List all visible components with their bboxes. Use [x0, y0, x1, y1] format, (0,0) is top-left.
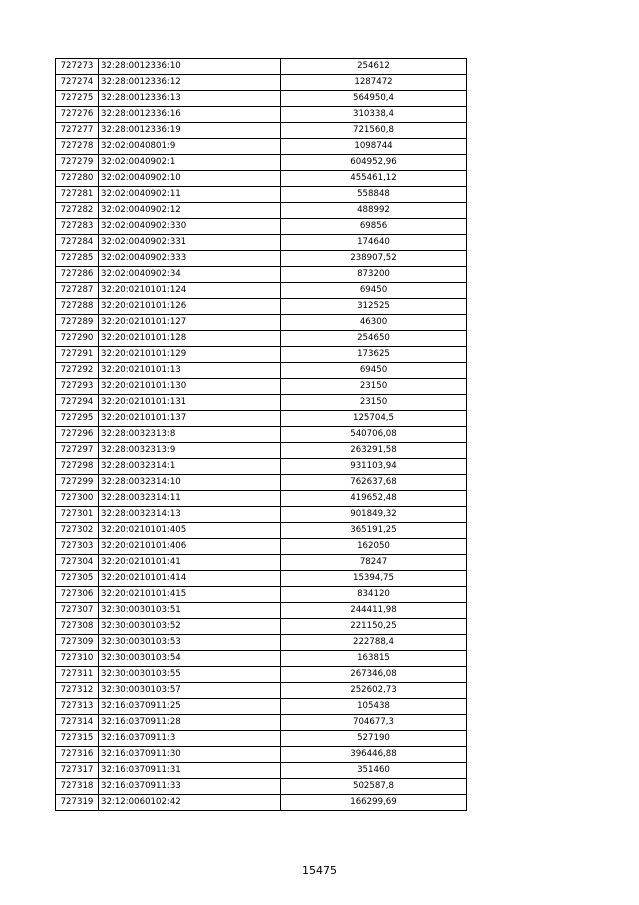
cadastral-number-cell: 32:12:0060102:42 — [99, 795, 281, 811]
cadastral-number-cell: 32:02:0040902:331 — [99, 235, 281, 251]
row-id-cell: 727317 — [56, 763, 99, 779]
row-id-cell: 727300 — [56, 491, 99, 507]
cadastral-number-cell: 32:02:0040801:9 — [99, 139, 281, 155]
value-cell: 604952,96 — [281, 155, 467, 171]
value-cell: 527190 — [281, 731, 467, 747]
row-id-cell: 727307 — [56, 603, 99, 619]
table-row — [56, 747, 467, 763]
row-id-cell: 727282 — [56, 203, 99, 219]
table-row — [56, 331, 467, 347]
value-cell: 901849,32 — [281, 507, 467, 523]
value-cell: 365191,25 — [281, 523, 467, 539]
cadastral-number-cell: 32:20:0210101:131 — [99, 395, 281, 411]
value-cell: 488992 — [281, 203, 467, 219]
table-row — [56, 411, 467, 427]
table-row — [56, 107, 467, 123]
row-id-cell: 727308 — [56, 619, 99, 635]
row-id-cell: 727311 — [56, 667, 99, 683]
table-row — [56, 539, 467, 555]
value-cell: 558848 — [281, 187, 467, 203]
table-row — [56, 779, 467, 795]
table-row — [56, 459, 467, 475]
cadastral-number-cell: 32:28:0032313:8 — [99, 427, 281, 443]
cadastral-number-cell: 32:02:0040902:333 — [99, 251, 281, 267]
table-row — [56, 187, 467, 203]
table-row — [56, 667, 467, 683]
value-cell: 351460 — [281, 763, 467, 779]
table-row — [56, 139, 467, 155]
table-row — [56, 347, 467, 363]
table-row — [56, 715, 467, 731]
value-cell: 873200 — [281, 267, 467, 283]
value-cell: 254612 — [281, 59, 467, 75]
value-cell: 1287472 — [281, 75, 467, 91]
value-cell: 46300 — [281, 315, 467, 331]
value-cell: 244411,98 — [281, 603, 467, 619]
row-id-cell: 727314 — [56, 715, 99, 731]
value-cell: 931103,94 — [281, 459, 467, 475]
cadastral-number-cell: 32:20:0210101:415 — [99, 587, 281, 603]
cadastral-number-cell: 32:28:0012336:19 — [99, 123, 281, 139]
table-row — [56, 267, 467, 283]
cadastral-number-cell: 32:20:0210101:128 — [99, 331, 281, 347]
cadastral-number-cell: 32:20:0210101:127 — [99, 315, 281, 331]
cadastral-number-cell: 32:28:0032314:1 — [99, 459, 281, 475]
cadastral-number-cell: 32:20:0210101:406 — [99, 539, 281, 555]
value-cell: 221150,25 — [281, 619, 467, 635]
table-row — [56, 523, 467, 539]
value-cell: 105438 — [281, 699, 467, 715]
table-row — [56, 571, 467, 587]
row-id-cell: 727294 — [56, 395, 99, 411]
row-id-cell: 727313 — [56, 699, 99, 715]
row-id-cell: 727302 — [56, 523, 99, 539]
row-id-cell: 727296 — [56, 427, 99, 443]
value-cell: 69450 — [281, 283, 467, 299]
row-id-cell: 727278 — [56, 139, 99, 155]
table-row — [56, 443, 467, 459]
table-row — [56, 603, 467, 619]
row-id-cell: 727318 — [56, 779, 99, 795]
table-row — [56, 763, 467, 779]
cadastral-number-cell: 32:28:0032314:13 — [99, 507, 281, 523]
row-id-cell: 727316 — [56, 747, 99, 763]
table-row — [56, 123, 467, 139]
row-id-cell: 727289 — [56, 315, 99, 331]
cadastral-number-cell: 32:28:0032314:11 — [99, 491, 281, 507]
cadastral-number-cell: 32:16:0370911:25 — [99, 699, 281, 715]
row-id-cell: 727304 — [56, 555, 99, 571]
value-cell: 174640 — [281, 235, 467, 251]
table-row — [56, 75, 467, 91]
value-cell: 540706,08 — [281, 427, 467, 443]
row-id-cell: 727286 — [56, 267, 99, 283]
table-row — [56, 651, 467, 667]
value-cell: 310338,4 — [281, 107, 467, 123]
value-cell: 222788,4 — [281, 635, 467, 651]
cadastral-number-cell: 32:02:0040902:1 — [99, 155, 281, 171]
value-cell: 1098744 — [281, 139, 467, 155]
table-row — [56, 795, 467, 811]
cadastral-number-cell: 32:28:0012336:10 — [99, 59, 281, 75]
cadastral-number-cell: 32:02:0040902:330 — [99, 219, 281, 235]
value-cell: 267346,08 — [281, 667, 467, 683]
value-cell: 163815 — [281, 651, 467, 667]
value-cell: 704677,3 — [281, 715, 467, 731]
row-id-cell: 727288 — [56, 299, 99, 315]
table-row — [56, 587, 467, 603]
row-id-cell: 727299 — [56, 475, 99, 491]
data-table — [55, 58, 467, 811]
table-row — [56, 155, 467, 171]
cadastral-number-cell: 32:20:0210101:124 — [99, 283, 281, 299]
cadastral-number-cell: 32:20:0210101:13 — [99, 363, 281, 379]
value-cell: 173625 — [281, 347, 467, 363]
table-row — [56, 251, 467, 267]
row-id-cell: 727274 — [56, 75, 99, 91]
row-id-cell: 727281 — [56, 187, 99, 203]
row-id-cell: 727285 — [56, 251, 99, 267]
row-id-cell: 727306 — [56, 587, 99, 603]
cadastral-number-cell: 32:20:0210101:405 — [99, 523, 281, 539]
cadastral-number-cell: 32:30:0030103:54 — [99, 651, 281, 667]
cadastral-number-cell: 32:20:0210101:130 — [99, 379, 281, 395]
row-id-cell: 727303 — [56, 539, 99, 555]
value-cell: 396446,88 — [281, 747, 467, 763]
table-row — [56, 731, 467, 747]
table-row — [56, 379, 467, 395]
table-row — [56, 219, 467, 235]
row-id-cell: 727280 — [56, 171, 99, 187]
cadastral-number-cell: 32:28:0012336:16 — [99, 107, 281, 123]
row-id-cell: 727292 — [56, 363, 99, 379]
row-id-cell: 727279 — [56, 155, 99, 171]
value-cell: 419652,48 — [281, 491, 467, 507]
table-row — [56, 283, 467, 299]
table-row — [56, 491, 467, 507]
table-row — [56, 475, 467, 491]
value-cell: 125704,5 — [281, 411, 467, 427]
value-cell: 78247 — [281, 555, 467, 571]
table-row — [56, 299, 467, 315]
row-id-cell: 727273 — [56, 59, 99, 75]
cadastral-number-cell: 32:28:0032314:10 — [99, 475, 281, 491]
row-id-cell: 727315 — [56, 731, 99, 747]
value-cell: 238907,52 — [281, 251, 467, 267]
cadastral-number-cell: 32:30:0030103:53 — [99, 635, 281, 651]
cadastral-number-cell: 32:16:0370911:31 — [99, 763, 281, 779]
cadastral-number-cell: 32:16:0370911:28 — [99, 715, 281, 731]
value-cell: 69450 — [281, 363, 467, 379]
row-id-cell: 727312 — [56, 683, 99, 699]
row-id-cell: 727295 — [56, 411, 99, 427]
row-id-cell: 727293 — [56, 379, 99, 395]
cadastral-number-cell: 32:30:0030103:57 — [99, 683, 281, 699]
cadastral-number-cell: 32:02:0040902:11 — [99, 187, 281, 203]
value-cell: 162050 — [281, 539, 467, 555]
table-row — [56, 363, 467, 379]
table-row — [56, 171, 467, 187]
cadastral-number-cell: 32:30:0030103:51 — [99, 603, 281, 619]
page-number: 15475 — [302, 864, 337, 877]
cadastral-number-cell: 32:02:0040902:12 — [99, 203, 281, 219]
cadastral-number-cell: 32:20:0210101:137 — [99, 411, 281, 427]
cadastral-number-cell: 32:20:0210101:41 — [99, 555, 281, 571]
table-row — [56, 555, 467, 571]
cadastral-number-cell: 32:30:0030103:52 — [99, 619, 281, 635]
cadastral-number-cell: 32:20:0210101:126 — [99, 299, 281, 315]
table-row — [56, 203, 467, 219]
row-id-cell: 727297 — [56, 443, 99, 459]
row-id-cell: 727290 — [56, 331, 99, 347]
value-cell: 834120 — [281, 587, 467, 603]
table-row — [56, 683, 467, 699]
row-id-cell: 727284 — [56, 235, 99, 251]
row-id-cell: 727310 — [56, 651, 99, 667]
value-cell: 263291,58 — [281, 443, 467, 459]
value-cell: 312525 — [281, 299, 467, 315]
cadastral-number-cell: 32:02:0040902:10 — [99, 171, 281, 187]
cadastral-number-cell: 32:16:0370911:33 — [99, 779, 281, 795]
cadastral-number-cell: 32:16:0370911:3 — [99, 731, 281, 747]
cadastral-number-cell: 32:28:0032313:9 — [99, 443, 281, 459]
row-id-cell: 727287 — [56, 283, 99, 299]
value-cell: 23150 — [281, 379, 467, 395]
table-row — [56, 235, 467, 251]
row-id-cell: 727276 — [56, 107, 99, 123]
row-id-cell: 727309 — [56, 635, 99, 651]
table-body — [56, 59, 467, 811]
row-id-cell: 727275 — [56, 91, 99, 107]
cadastral-number-cell: 32:30:0030103:55 — [99, 667, 281, 683]
value-cell: 69856 — [281, 219, 467, 235]
value-cell: 252602,73 — [281, 683, 467, 699]
value-cell: 166299,69 — [281, 795, 467, 811]
cadastral-number-cell: 32:20:0210101:414 — [99, 571, 281, 587]
table-row — [56, 635, 467, 651]
row-id-cell: 727283 — [56, 219, 99, 235]
cadastral-number-cell: 32:28:0012336:13 — [99, 91, 281, 107]
value-cell: 502587,8 — [281, 779, 467, 795]
value-cell: 15394,75 — [281, 571, 467, 587]
row-id-cell: 727319 — [56, 795, 99, 811]
value-cell: 23150 — [281, 395, 467, 411]
value-cell: 564950,4 — [281, 91, 467, 107]
table-row — [56, 395, 467, 411]
value-cell: 254650 — [281, 331, 467, 347]
row-id-cell: 727305 — [56, 571, 99, 587]
row-id-cell: 727291 — [56, 347, 99, 363]
table-row — [56, 699, 467, 715]
cadastral-number-cell: 32:02:0040902:34 — [99, 267, 281, 283]
cadastral-number-cell: 32:20:0210101:129 — [99, 347, 281, 363]
cadastral-number-cell: 32:16:0370911:30 — [99, 747, 281, 763]
value-cell: 762637,68 — [281, 475, 467, 491]
table-row — [56, 507, 467, 523]
row-id-cell: 727298 — [56, 459, 99, 475]
value-cell: 455461,12 — [281, 171, 467, 187]
value-cell: 721560,8 — [281, 123, 467, 139]
table-row — [56, 619, 467, 635]
table-row — [56, 315, 467, 331]
table-row — [56, 59, 467, 75]
row-id-cell: 727277 — [56, 123, 99, 139]
table-row — [56, 91, 467, 107]
table-row — [56, 427, 467, 443]
cadastral-number-cell: 32:28:0012336:12 — [99, 75, 281, 91]
row-id-cell: 727301 — [56, 507, 99, 523]
